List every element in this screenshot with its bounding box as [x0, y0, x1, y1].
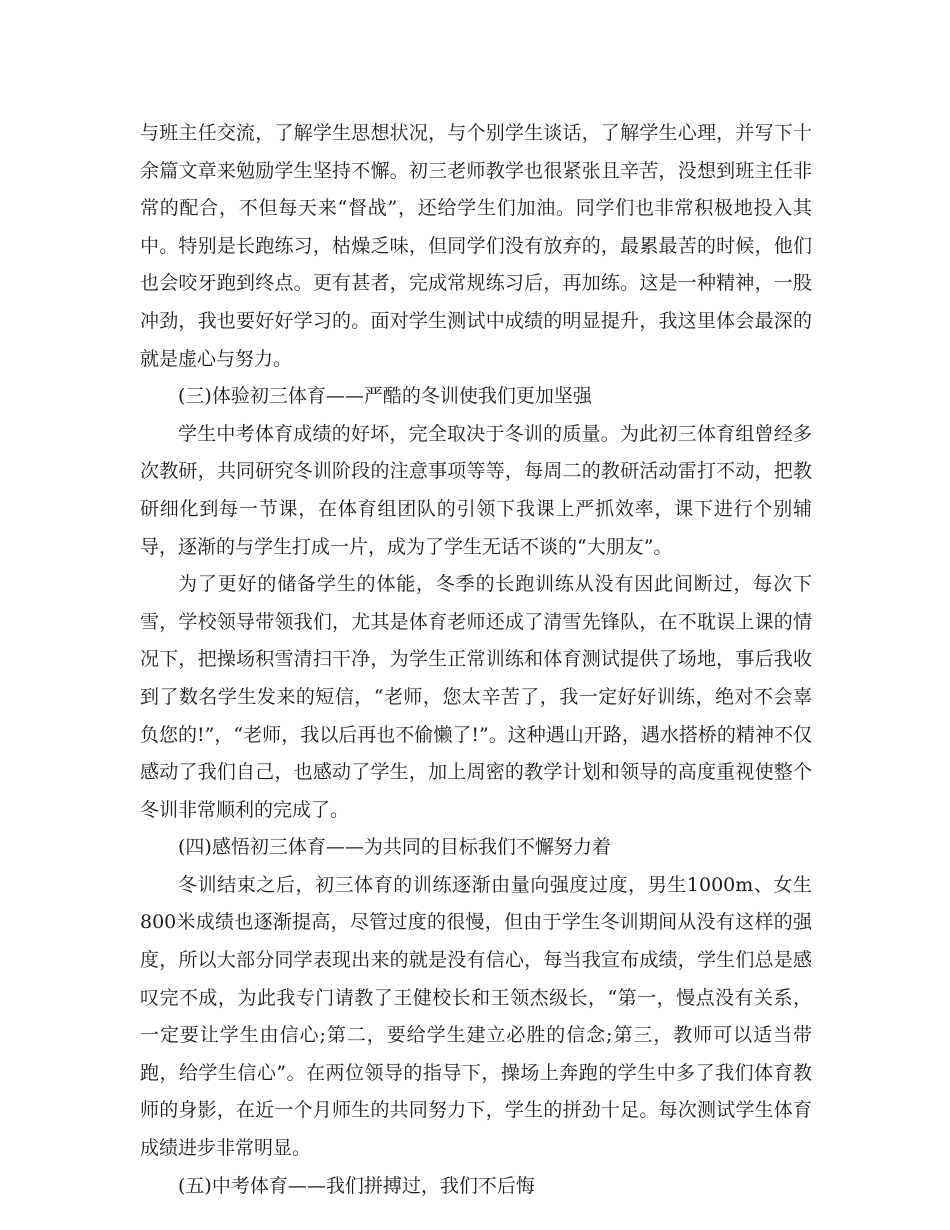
paragraph-continued: 与班主任交流，了解学生思想状况，与个别学生谈话，了解学生心理，并写下十余篇文章来勉励学生坚持不懈。初三老师教学也很紧张且辛苦，没想到班主任非常的配合，不但每天来“督战”，还给学生们加油。同学们也非常积极地投入其中。特别是长跑练习，枯燥乏味，但同学们没有放弃的，最累最苦的时候，他们也会咬牙跑到终点。更有甚者，完成常规练习后，再加练。这是一种精神，一股冲劲，我也要好好学习的。面对学生测试中成绩的明显提升，我这里体会最深的就是虚心与努力。: [140, 122, 812, 370]
section-heading-5: (五)中考体育——我们拼搏过，我们不后悔: [178, 1174, 535, 1197]
section-heading-3: (三)体验初三体育——严酷的冬训使我们更加坚强: [178, 385, 592, 408]
paragraph-after-winter-training: 冬训结束之后，初三体育的训练逐渐由量向强度过度，男生1000m、女生800米成绩也逐渐提高，尽管过度的很慢，但由于学生冬训期间从没有这样的强度，所以大部分同学表现出来的就是没有信心，每当我宣布成绩，学生们总是感叹完不成，为此我专门请教了王健校长和王领杰级长，“第一，慢点没有关系，一定要让学生由信心;第二，要给学生建立必胜的信念;第三，教师可以适当带跑，给学生信心”。在两位领导的指导下，操场上奔跑的学生中多了我们体育教师的身影，在近一个月师生的共同努力下，学生的拼劲十足。每次测试学生体育成绩进步非常明显。: [140, 873, 812, 1160]
section-heading-4: (四)感悟初三体育——为共同的目标我们不懈努力着: [178, 836, 611, 859]
document-body: [140, 115, 812, 1205]
paragraph-winter-training-quality: 学生中考体育成绩的好坏，完全取决于冬训的质量。为此初三体育组曾经多次教研，共同研究冬训阶段的注意事项等等，每周二的教研活动雷打不动，把教研细化到每一节课，在体育组团队的引领下我课上严抓效率，课下进行个别辅导，逐渐的与学生打成一片，成为了学生无话不谈的“大朋友”。: [140, 422, 812, 558]
paragraph-snow-clearing: 为了更好的储备学生的体能，冬季的长跑训练从没有因此间断过，每次下雪，学校领导带领我们，尤其是体育老师还成了清雪先锋队，在不耽误上课的情况下，把操场积雪清扫干净，为学生正常训练和体育测试提供了场地，事后我收到了数名学生发来的短信，“老师，您太辛苦了，我一定好好训练，绝对不会辜负您的!”，“老师，我以后再也不偷懒了!”。这种遇山开路，遇水搭桥的精神不仅感动了我们自己，也感动了学生，加上周密的教学计划和领导的高度重视使整个冬训非常顺利的完成了。: [140, 573, 812, 821]
